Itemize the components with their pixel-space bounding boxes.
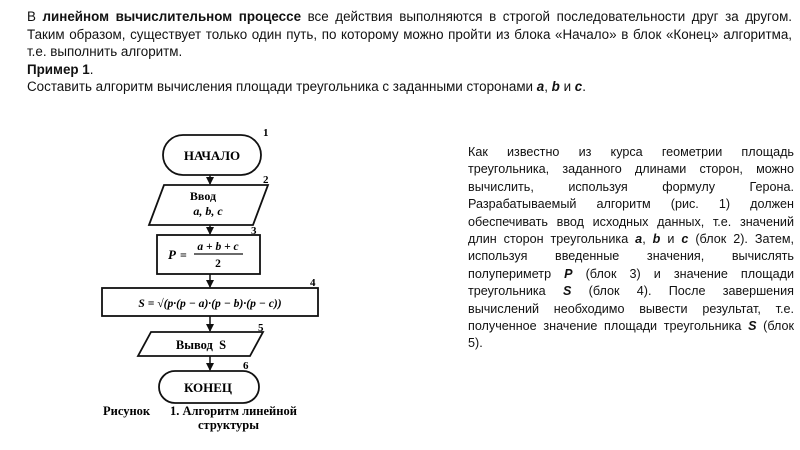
- task-text: Составить алгоритм вычисления площади треугольника с заданными сторонами: [27, 79, 537, 94]
- figure-caption-line2: структуры: [198, 418, 260, 432]
- desc-var-s: S: [748, 319, 757, 334]
- desc-span: Как известно из курса геометрии площадь треугольника, заданного длинами сторон, можно вычислить, используя формулу Герона. Разрабатываемый алгоритм (рис. 1) должен обеспечивать ввод исходных данных, т.е. значений длин сторон треугольника: [468, 145, 794, 247]
- output-label: Вывод S: [175, 338, 227, 352]
- desc-span: (блок 4). После завершения вычислений необходимо вывести результат, т.е. полученное значение площади треугольника: [468, 284, 794, 334]
- desc-span: (блок 5).: [468, 319, 794, 351]
- intro-text-span: В: [27, 9, 43, 24]
- desc-var-c: c: [681, 232, 689, 247]
- intro-text-span: все действия выполняются в строгой последовательности друг за другом. Таким образом, существует только один путь, по которому можно пройти из блока «Начало» в блок «Конец» алгоритма, т.е. выполнить алгоритм.: [27, 9, 792, 59]
- block-number-1: 1: [263, 127, 269, 139]
- task-var-b: b: [551, 79, 560, 94]
- desc-var-b: b: [652, 232, 661, 247]
- block-number-2: 2: [263, 174, 269, 186]
- figure-caption-label: Рисунок: [103, 404, 151, 418]
- desc-span: (блок 2). Затем, используя введенные значения, вычислять полупериметр: [468, 232, 794, 281]
- semiperimeter-equals: =: [177, 248, 190, 262]
- example-dot: .: [89, 61, 94, 77]
- block-number-3: 3: [251, 225, 257, 237]
- desc-var-a: a: [635, 232, 643, 247]
- intro-bold-term: линейном вычислительном процессе: [42, 9, 302, 24]
- task-text: и: [559, 79, 575, 94]
- desc-var-s: S: [562, 284, 572, 299]
- input-label: Ввод: [189, 189, 217, 203]
- start-label: НАЧАЛО: [183, 148, 241, 163]
- input-vars: a, b, c: [193, 204, 223, 218]
- description-text: [468, 144, 794, 353]
- fraction-numerator: a + b + c: [197, 241, 239, 253]
- desc-span: и: [660, 232, 682, 247]
- example-label: Пример 1: [27, 61, 90, 77]
- task-var-c: c: [574, 79, 583, 94]
- desc-var-p: P: [564, 266, 573, 281]
- fraction-denominator: 2: [215, 258, 221, 270]
- heron-formula: S = √(p·(p − a)·(p − b)·(p − c)): [138, 297, 282, 310]
- task-var-a: a: [536, 79, 545, 94]
- desc-span: ,: [642, 232, 653, 247]
- semiperimeter-var: P: [168, 247, 176, 262]
- end-label: КОНЕЦ: [183, 380, 233, 395]
- desc-span: (блок 3) и значение площади треугольника: [468, 266, 794, 299]
- block-number-4: 4: [310, 277, 316, 289]
- block-number-6: 6: [243, 360, 249, 372]
- block-number-5: 5: [258, 322, 264, 334]
- task-text: .: [582, 79, 586, 94]
- task-text: ,: [544, 79, 552, 94]
- figure-caption-line1: 1. Алгоритм линейной: [170, 404, 297, 418]
